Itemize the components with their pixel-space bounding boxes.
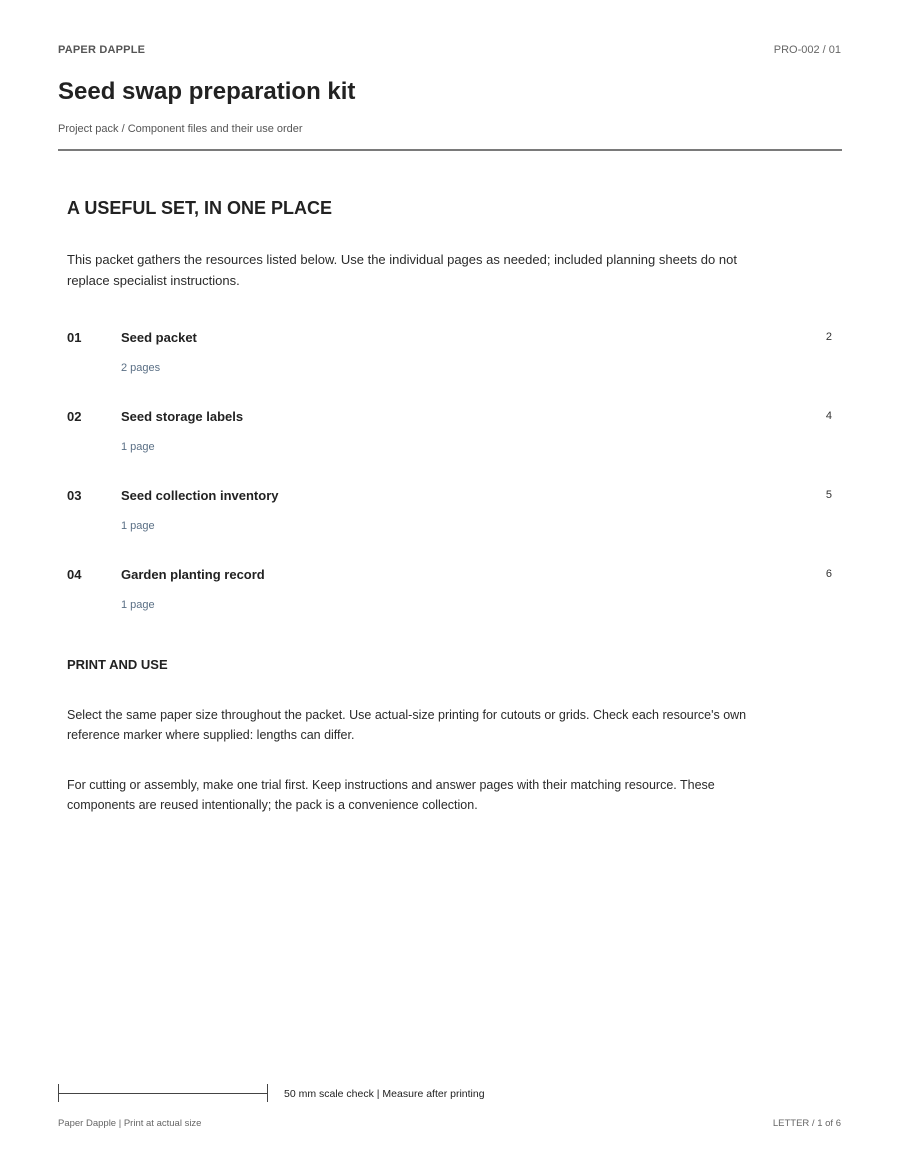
contents-entry bbox=[67, 567, 835, 646]
contents-entry bbox=[67, 409, 835, 488]
contents-list bbox=[67, 330, 835, 646]
entry-page-count: 1 page bbox=[121, 599, 155, 611]
entry-title: Seed packet bbox=[121, 330, 197, 345]
entry-number: 04 bbox=[67, 567, 82, 582]
contents-entry bbox=[67, 330, 835, 409]
scale-check-bar bbox=[58, 1084, 268, 1102]
contents-entry bbox=[67, 488, 835, 567]
entry-page-count: 1 page bbox=[121, 441, 155, 453]
print-and-use-heading: PRINT AND USE bbox=[67, 657, 168, 672]
entry-number: 01 bbox=[67, 330, 82, 345]
header-divider bbox=[58, 149, 842, 151]
entry-start-page: 4 bbox=[825, 410, 832, 422]
entry-page-count: 1 page bbox=[121, 520, 155, 532]
intro-text: This packet gathers the resources listed below. Use the individual pages as needed; included planning sheets do not replace specialist instructions. bbox=[67, 252, 737, 288]
entry-title: Garden planting record bbox=[121, 567, 265, 582]
footer-page-info: LETTER / 1 of 6 bbox=[772, 1118, 841, 1129]
brand-name: PAPER DAPPLE bbox=[58, 44, 146, 56]
entry-start-page: 5 bbox=[825, 489, 832, 501]
entry-number: 03 bbox=[67, 488, 82, 503]
entry-number: 02 bbox=[67, 409, 82, 424]
assembly-instructions-paragraph: For cutting or assembly, make one trial first. Keep instructions and answer pages with their matching resource. These components are reused intentionally; the pack is a convenience collection. bbox=[67, 778, 715, 812]
entry-title: Seed storage labels bbox=[121, 409, 244, 424]
page-title: Seed swap preparation kit bbox=[58, 78, 356, 105]
scale-bar-right-tick bbox=[267, 1084, 268, 1102]
entry-page-count: 2 pages bbox=[121, 362, 161, 374]
scale-bar-line bbox=[58, 1093, 268, 1094]
entry-start-page: 6 bbox=[825, 568, 832, 580]
entry-title: Seed collection inventory bbox=[121, 488, 279, 503]
entry-start-page: 2 bbox=[825, 331, 832, 343]
document-code: PRO-002 / 01 bbox=[773, 44, 841, 56]
scale-check-label: 50 mm scale check | Measure after printing bbox=[284, 1088, 485, 1100]
footer-left-text: Paper Dapple | Print at actual size bbox=[58, 1118, 202, 1129]
intro-heading: A USEFUL SET, IN ONE PLACE bbox=[67, 198, 333, 218]
print-instructions-paragraph: Select the same paper size throughout the packet. Use actual-size printing for cutouts or grids. Check each resource's own reference marker where supplied: lengths can differ. bbox=[67, 708, 747, 742]
page-subtitle: Project pack / Component files and their use order bbox=[58, 123, 303, 135]
